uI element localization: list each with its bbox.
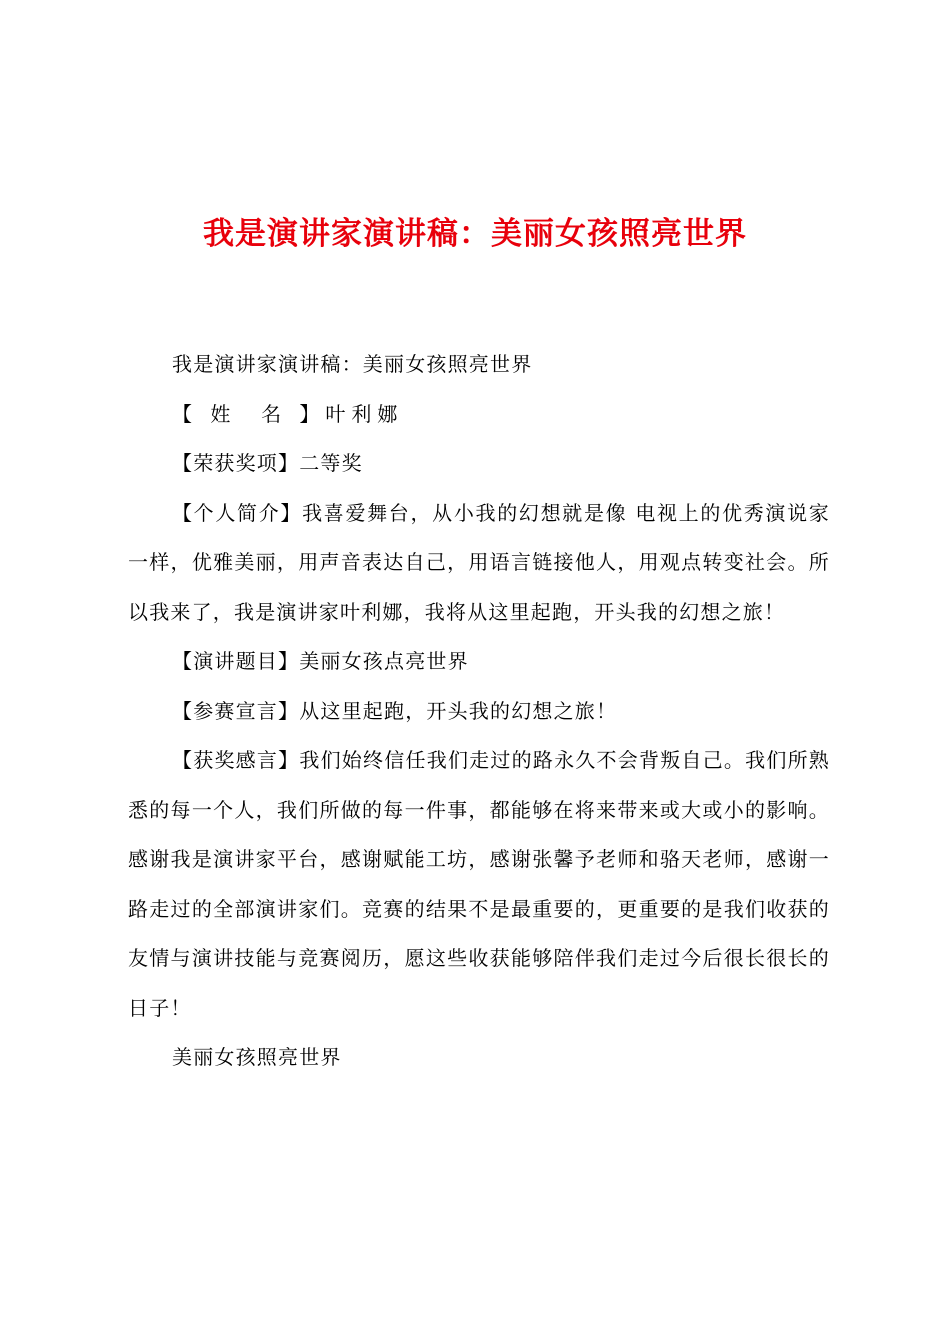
document-body xyxy=(128,340,830,1083)
paragraph-speech-topic: 【演讲题目】美丽女孩点亮世界 xyxy=(172,649,469,673)
paragraph-intro: 【个人简介】我喜爱舞台，从小我的幻想就是像 电视上的优秀演说家一样，优雅美丽，用声音表达自己，用语言链接他人，用观点转变社会。所以我来了，我是演讲家叶利娜，我将从这里起跑，开头我的幻想之旅！ xyxy=(128,500,830,624)
paragraph-acceptance: 【获奖感言】我们始终信任我们走过的路永久不会背叛自己。我们所熟悉的每一个人，我们所做的每一件事，都能够在将来带来或大或小的影响。感谢我是演讲家平台，感谢赋能工坊，感谢张馨予老师和骆天老师，感谢一路走过的全部演讲家们。竞赛的结果不是最重要的，更重要的是我们收获的友情与演讲技能与竞赛阅历，愿这些收获能够陪伴我们走过今后很长很长的日子！ xyxy=(128,748,830,1020)
paragraph-closing: 美丽女孩照亮世界 xyxy=(172,1045,342,1069)
paragraph-declaration: 【参赛宣言】从这里起跑，开头我的幻想之旅！ xyxy=(172,698,618,723)
paragraph-award: 【荣获奖项】二等奖 xyxy=(172,451,363,475)
paragraph-name: 【 姓 名 】叶利娜 xyxy=(172,401,404,426)
document-title: 我是演讲家演讲稿：美丽女孩照亮世界 xyxy=(203,216,747,252)
paragraph-heading-repeat: 我是演讲家演讲稿：美丽女孩照亮世界 xyxy=(172,352,533,376)
